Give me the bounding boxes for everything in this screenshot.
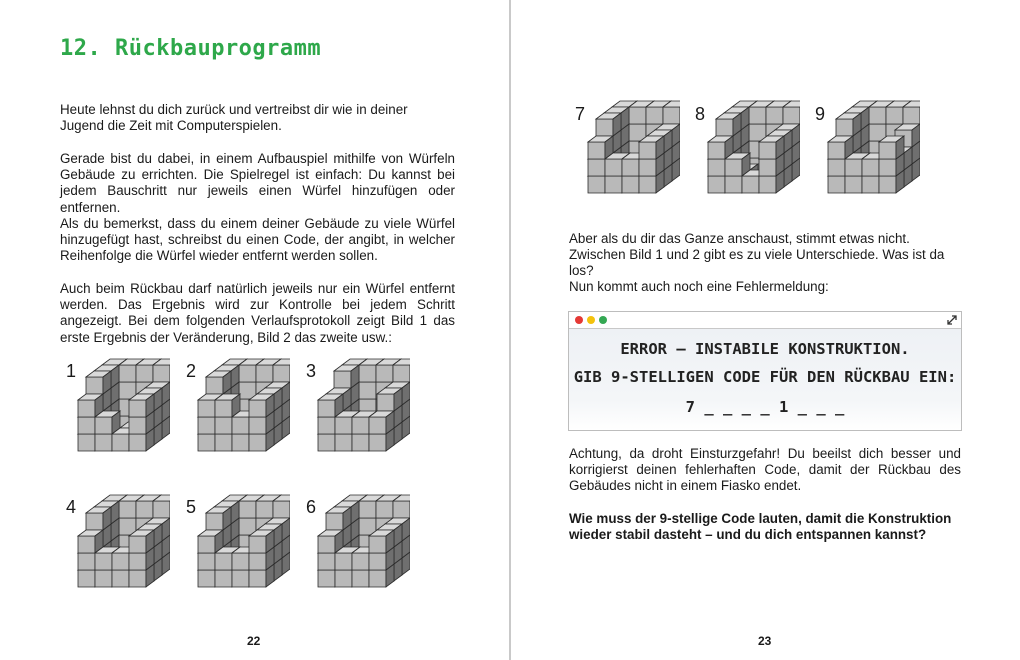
cube-face — [78, 417, 95, 434]
minimize-dot-icon[interactable] — [587, 316, 595, 324]
cube-building-figure-4 — [74, 492, 170, 597]
error-line-2: GIB 9-STELLIGEN CODE FÜR DEN RÜCKBAU EIN: — [573, 368, 957, 386]
cube-face — [879, 176, 896, 193]
cube-face — [249, 434, 266, 451]
cube-face — [95, 434, 112, 451]
cube-face — [749, 107, 766, 124]
maximize-dot-icon[interactable] — [599, 316, 607, 324]
cube-face — [588, 176, 605, 193]
cube-face — [239, 501, 256, 518]
cube-face — [78, 400, 95, 417]
cube-face — [725, 159, 742, 176]
expand-icon[interactable] — [947, 315, 957, 325]
cube-face — [215, 400, 232, 417]
cube-face — [352, 417, 369, 434]
cube-face — [215, 434, 232, 451]
cube-face — [215, 417, 232, 434]
figure-label-4: 4 — [66, 497, 77, 517]
cube-face — [622, 176, 639, 193]
cube-face — [129, 434, 146, 451]
cube-face — [639, 176, 656, 193]
cube-face — [359, 365, 376, 382]
cube-face — [725, 176, 742, 193]
cube-face — [646, 107, 663, 124]
cube-face — [232, 553, 249, 570]
cube-face — [198, 400, 215, 417]
intro-paragraph: Heute lehnst du dich zurück und vertreibst dir wie in deiner Jugend die Zeit mit Computerspielen. — [60, 102, 408, 134]
cube-face — [153, 501, 170, 518]
cube-face — [78, 536, 95, 553]
cube-face — [716, 119, 733, 136]
cube-face — [153, 365, 170, 382]
rules-paragraph: Gerade bist du dabei, in einem Aufbauspiel mithilfe von Würfeln Gebäude zu errichten. Die Spielregel ist einfach: Du kannst bei jedem Bauschritt nur jeweils einen Würfel hinzufügen oder entfernen. — [60, 151, 455, 215]
cube-face — [215, 570, 232, 587]
cube-face — [903, 107, 920, 124]
page-number-left: 22 — [247, 634, 261, 648]
cube-face — [256, 365, 273, 382]
cube-face — [783, 107, 800, 124]
cube-face — [232, 570, 249, 587]
cube-face — [639, 159, 656, 176]
cube-face — [318, 434, 335, 451]
cube-face — [369, 434, 386, 451]
figure-label-8: 8 — [695, 104, 706, 124]
cube-face — [112, 553, 129, 570]
code-input-display[interactable]: 7 _ _ _ _ 1 _ _ _ — [685, 398, 845, 416]
cube-face — [759, 176, 776, 193]
figure-label-9: 9 — [815, 104, 826, 124]
left-page — [0, 0, 509, 660]
cube-face — [95, 417, 112, 434]
cube-face — [352, 553, 369, 570]
cube-face — [742, 176, 759, 193]
cube-face — [334, 371, 351, 388]
problem-paragraph: Aber als du dir das Ganze anschaust, stimmt etwas nicht. Zwischen Bild 1 und 2 gibt es zu viele Unterschiede. Was ist da los? — [569, 231, 945, 279]
cube-face — [588, 159, 605, 176]
figure-label-5: 5 — [186, 497, 197, 517]
figure-label-7: 7 — [575, 104, 586, 124]
close-dot-icon[interactable] — [575, 316, 583, 324]
cube-face — [119, 501, 136, 518]
cube-face — [639, 142, 656, 159]
cube-face — [335, 553, 352, 570]
cube-face — [377, 394, 394, 411]
cube-face — [249, 417, 266, 434]
question-paragraph: Wie muss der 9-stellige Code lauten, damit die Konstruktion wieder stabil dasteht – und du dich entspannen kannst? — [569, 511, 952, 543]
cube-face — [605, 159, 622, 176]
cube-face — [886, 107, 903, 124]
cube-face — [393, 365, 410, 382]
cube-face — [836, 119, 853, 136]
cube-face — [198, 417, 215, 434]
cube-face — [708, 176, 725, 193]
cube-face — [359, 501, 376, 518]
cube-face — [129, 553, 146, 570]
cube-face — [376, 365, 393, 382]
figure-label-3: 3 — [306, 361, 317, 381]
cube-face — [129, 536, 146, 553]
cube-face — [318, 417, 335, 434]
cube-face — [359, 382, 376, 399]
cube-face — [215, 553, 232, 570]
cube-face — [759, 142, 776, 159]
cube-face — [352, 434, 369, 451]
cube-building-figure-1 — [74, 356, 170, 461]
cube-face — [136, 501, 153, 518]
window-title-bar — [569, 312, 961, 329]
cube-face — [318, 570, 335, 587]
figure-label-6: 6 — [306, 497, 317, 517]
cube-face — [369, 570, 386, 587]
cube-face — [256, 501, 273, 518]
cube-face — [112, 434, 129, 451]
cube-face — [86, 377, 103, 394]
cube-building-figure-2 — [194, 356, 290, 461]
cube-face — [136, 365, 153, 382]
cube-face — [335, 570, 352, 587]
cube-face — [198, 553, 215, 570]
cube-building-figure-6 — [314, 492, 410, 597]
cube-face — [845, 176, 862, 193]
cube-face — [129, 570, 146, 587]
cube-face — [318, 536, 335, 553]
cube-face — [273, 365, 290, 382]
page-title: 12. Rückbauprogramm — [60, 36, 322, 61]
cube-face — [708, 159, 725, 176]
error-message-area — [569, 329, 961, 430]
cube-face — [78, 570, 95, 587]
cube-face — [708, 142, 725, 159]
cube-face — [232, 434, 249, 451]
cube-building-figure-7 — [584, 98, 680, 203]
cube-face — [206, 377, 223, 394]
cube-face — [845, 159, 862, 176]
cube-face — [393, 501, 410, 518]
right-page — [511, 0, 1020, 660]
cube-face — [129, 400, 146, 417]
cube-face — [622, 159, 639, 176]
cube-face — [629, 107, 646, 124]
cube-face — [249, 400, 266, 417]
error-intro-paragraph: Nun kommt auch noch eine Fehlermeldung: — [569, 279, 829, 294]
cube-face — [198, 536, 215, 553]
page-number-right: 23 — [758, 634, 772, 648]
cube-face — [588, 142, 605, 159]
cube-face — [869, 107, 886, 124]
cube-face — [95, 553, 112, 570]
cube-face — [335, 434, 352, 451]
cube-face — [326, 513, 343, 530]
cube-face — [663, 107, 680, 124]
cube-face — [369, 417, 386, 434]
cube-face — [596, 119, 613, 136]
cube-face — [335, 417, 352, 434]
figure-label-1: 1 — [66, 361, 77, 381]
cube-face — [605, 176, 622, 193]
cube-face — [239, 365, 256, 382]
cube-face — [828, 142, 845, 159]
cube-face — [86, 513, 103, 530]
cube-face — [273, 501, 290, 518]
figure-label-2: 2 — [186, 361, 197, 381]
cube-face — [249, 536, 266, 553]
cube-face — [879, 142, 896, 159]
cube-face — [232, 417, 249, 434]
cube-face — [862, 176, 879, 193]
cube-building-figure-8 — [704, 98, 800, 203]
cube-face — [766, 107, 783, 124]
cube-building-figure-5 — [194, 492, 290, 597]
cube-face — [198, 570, 215, 587]
cube-face — [198, 434, 215, 451]
warning-paragraph: Achtung, da droht Einsturzgefahr! Du beeilst dich besser und korrigierst deinen fehlerhaften Code, damit der Rückbau des Gebäudes nicht in einem Fiasko endet. — [569, 446, 961, 494]
cube-building-figure-3 — [314, 356, 410, 461]
cube-face — [318, 400, 335, 417]
error-line-1: ERROR – INSTABILE KONSTRUKTION. — [620, 340, 910, 358]
cube-face — [249, 553, 266, 570]
cube-face — [759, 159, 776, 176]
cube-face — [828, 159, 845, 176]
cube-face — [369, 536, 386, 553]
cube-face — [879, 159, 896, 176]
cube-face — [78, 553, 95, 570]
cube-building-figure-9 — [824, 98, 920, 203]
cube-face — [206, 513, 223, 530]
cube-face — [369, 553, 386, 570]
code-paragraph: Als du bemerkst, dass du einem deiner Gebäude zu viele Würfel hinzugefügt hast, schreibst du einen Code, der angibt, in welcher Reihenfolge die Würfel wieder entfernt werden sollen. — [60, 216, 455, 264]
cube-face — [95, 570, 112, 587]
cube-face — [828, 176, 845, 193]
cube-face — [78, 434, 95, 451]
cube-face — [352, 570, 369, 587]
cube-face — [318, 553, 335, 570]
error-window — [568, 311, 962, 431]
cube-face — [119, 365, 136, 382]
cube-face — [862, 159, 879, 176]
protocol-paragraph: Auch beim Rückbau darf natürlich jeweils nur ein Würfel entfernt werden. Das Ergebnis wird zur Kontrolle bei jedem Schritt angezeigt. Bei dem folgenden Verlaufsprotokoll zeigt Bild 1 das erste Ergebnis der Veränderung, Bild 2 das zweite usw.: — [60, 281, 455, 345]
cube-face — [112, 570, 129, 587]
cube-face — [249, 570, 266, 587]
cube-face — [129, 417, 146, 434]
cube-face — [376, 501, 393, 518]
